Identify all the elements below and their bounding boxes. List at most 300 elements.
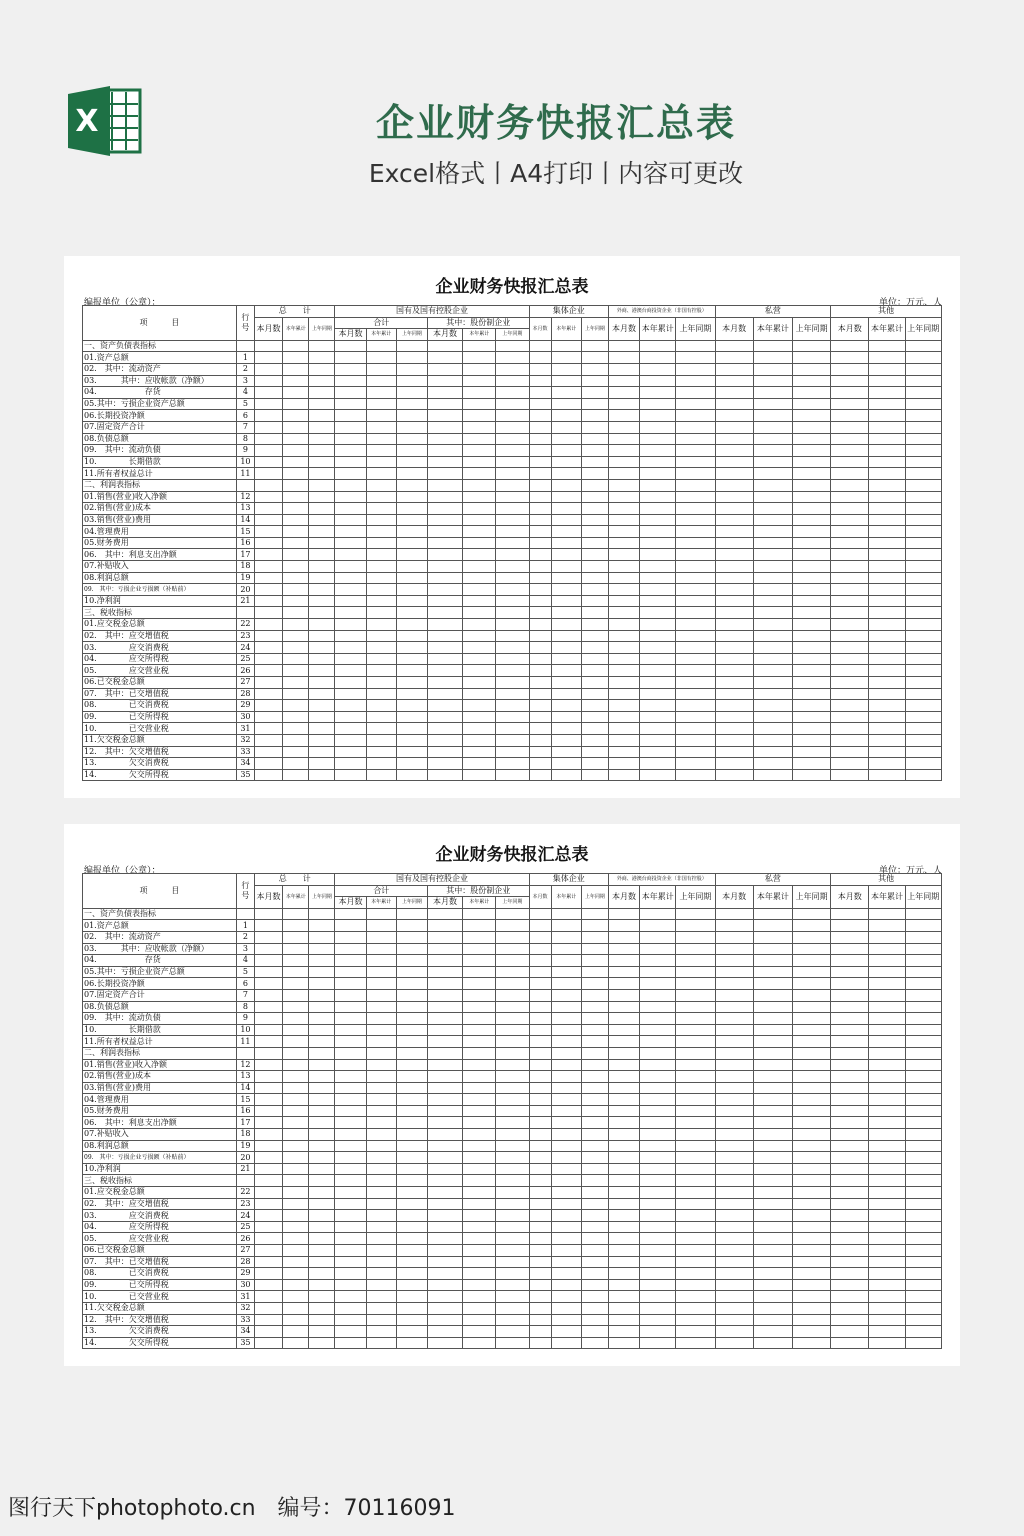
data-cell[interactable] <box>335 549 366 561</box>
data-cell[interactable] <box>496 1279 529 1291</box>
data-cell[interactable] <box>309 769 335 781</box>
data-cell[interactable] <box>309 989 335 1001</box>
data-cell[interactable] <box>366 1233 396 1245</box>
data-cell[interactable] <box>551 1210 581 1222</box>
data-cell[interactable] <box>254 642 282 654</box>
data-cell[interactable] <box>335 410 366 422</box>
data-cell[interactable] <box>753 642 792 654</box>
data-cell[interactable] <box>792 758 830 770</box>
data-cell[interactable] <box>831 1140 869 1152</box>
data-cell[interactable] <box>463 1175 496 1187</box>
data-cell[interactable] <box>427 584 462 596</box>
data-cell[interactable] <box>254 966 282 978</box>
data-cell[interactable] <box>366 468 396 480</box>
data-cell[interactable] <box>715 1140 753 1152</box>
data-cell[interactable] <box>715 1117 753 1129</box>
data-cell[interactable] <box>792 769 830 781</box>
data-cell[interactable] <box>715 445 753 457</box>
data-cell[interactable] <box>254 700 282 712</box>
data-cell[interactable] <box>396 1326 427 1338</box>
data-cell[interactable] <box>551 653 581 665</box>
data-cell[interactable] <box>463 491 496 503</box>
data-cell[interactable] <box>792 1291 830 1303</box>
data-cell[interactable] <box>254 769 282 781</box>
data-cell[interactable] <box>608 769 639 781</box>
data-cell[interactable] <box>283 688 309 700</box>
data-cell[interactable] <box>463 1140 496 1152</box>
data-cell[interactable] <box>608 1117 639 1129</box>
data-cell[interactable] <box>608 746 639 758</box>
data-cell[interactable] <box>529 595 551 607</box>
data-cell[interactable] <box>869 1337 905 1349</box>
data-cell[interactable] <box>676 549 715 561</box>
data-cell[interactable] <box>640 1326 676 1338</box>
data-cell[interactable] <box>529 746 551 758</box>
data-cell[interactable] <box>496 363 529 375</box>
data-cell[interactable] <box>753 734 792 746</box>
data-cell[interactable] <box>715 700 753 712</box>
data-cell[interactable] <box>283 1326 309 1338</box>
data-cell[interactable] <box>753 630 792 642</box>
data-cell[interactable] <box>309 1268 335 1280</box>
data-cell[interactable] <box>792 1013 830 1025</box>
data-cell[interactable] <box>753 1326 792 1338</box>
data-cell[interactable] <box>869 734 905 746</box>
data-cell[interactable] <box>905 549 941 561</box>
data-cell[interactable] <box>753 665 792 677</box>
data-cell[interactable] <box>529 433 551 445</box>
data-cell[interactable] <box>335 723 366 735</box>
data-cell[interactable] <box>529 340 551 352</box>
data-cell[interactable] <box>676 989 715 1001</box>
data-cell[interactable] <box>551 479 581 491</box>
data-cell[interactable] <box>335 931 366 943</box>
data-cell[interactable] <box>427 398 462 410</box>
data-cell[interactable] <box>581 537 608 549</box>
data-cell[interactable] <box>715 1256 753 1268</box>
data-cell[interactable] <box>396 537 427 549</box>
data-cell[interactable] <box>831 1013 869 1025</box>
data-cell[interactable] <box>753 1302 792 1314</box>
data-cell[interactable] <box>335 978 366 990</box>
data-cell[interactable] <box>905 943 941 955</box>
data-cell[interactable] <box>676 769 715 781</box>
data-cell[interactable] <box>869 1256 905 1268</box>
data-cell[interactable] <box>254 1105 282 1117</box>
data-cell[interactable] <box>366 1071 396 1083</box>
data-cell[interactable] <box>427 1175 462 1187</box>
data-cell[interactable] <box>463 943 496 955</box>
data-cell[interactable] <box>496 375 529 387</box>
data-cell[interactable] <box>496 1233 529 1245</box>
data-cell[interactable] <box>463 1024 496 1036</box>
data-cell[interactable] <box>427 595 462 607</box>
data-cell[interactable] <box>309 931 335 943</box>
data-cell[interactable] <box>427 677 462 689</box>
data-cell[interactable] <box>529 630 551 642</box>
data-cell[interactable] <box>463 514 496 526</box>
data-cell[interactable] <box>581 363 608 375</box>
data-cell[interactable] <box>905 1105 941 1117</box>
data-cell[interactable] <box>427 1268 462 1280</box>
data-cell[interactable] <box>753 943 792 955</box>
data-cell[interactable] <box>529 1221 551 1233</box>
data-cell[interactable] <box>905 677 941 689</box>
data-cell[interactable] <box>254 1163 282 1175</box>
data-cell[interactable] <box>551 723 581 735</box>
data-cell[interactable] <box>581 584 608 596</box>
data-cell[interactable] <box>551 1337 581 1349</box>
data-cell[interactable] <box>753 456 792 468</box>
data-cell[interactable] <box>309 1326 335 1338</box>
data-cell[interactable] <box>581 1210 608 1222</box>
data-cell[interactable] <box>427 1198 462 1210</box>
data-cell[interactable] <box>335 1221 366 1233</box>
data-cell[interactable] <box>335 1233 366 1245</box>
data-cell[interactable] <box>792 537 830 549</box>
data-cell[interactable] <box>335 375 366 387</box>
data-cell[interactable] <box>608 537 639 549</box>
data-cell[interactable] <box>640 1198 676 1210</box>
data-cell[interactable] <box>427 1036 462 1048</box>
data-cell[interactable] <box>283 955 309 967</box>
data-cell[interactable] <box>792 410 830 422</box>
data-cell[interactable] <box>529 734 551 746</box>
data-cell[interactable] <box>792 491 830 503</box>
data-cell[interactable] <box>792 955 830 967</box>
data-cell[interactable] <box>869 1117 905 1129</box>
data-cell[interactable] <box>608 619 639 631</box>
data-cell[interactable] <box>831 1059 869 1071</box>
data-cell[interactable] <box>463 363 496 375</box>
data-cell[interactable] <box>254 433 282 445</box>
data-cell[interactable] <box>551 688 581 700</box>
data-cell[interactable] <box>283 1036 309 1048</box>
data-cell[interactable] <box>792 943 830 955</box>
data-cell[interactable] <box>366 966 396 978</box>
data-cell[interactable] <box>608 688 639 700</box>
data-cell[interactable] <box>905 468 941 480</box>
data-cell[interactable] <box>640 584 676 596</box>
data-cell[interactable] <box>551 433 581 445</box>
data-cell[interactable] <box>640 1268 676 1280</box>
data-cell[interactable] <box>792 746 830 758</box>
data-cell[interactable] <box>396 1210 427 1222</box>
data-cell[interactable] <box>676 572 715 584</box>
data-cell[interactable] <box>753 1117 792 1129</box>
data-cell[interactable] <box>715 387 753 399</box>
data-cell[interactable] <box>640 746 676 758</box>
data-cell[interactable] <box>427 514 462 526</box>
data-cell[interactable] <box>551 375 581 387</box>
data-cell[interactable] <box>792 619 830 631</box>
data-cell[interactable] <box>715 630 753 642</box>
data-cell[interactable] <box>608 642 639 654</box>
data-cell[interactable] <box>366 653 396 665</box>
data-cell[interactable] <box>753 433 792 445</box>
data-cell[interactable] <box>581 758 608 770</box>
data-cell[interactable] <box>396 561 427 573</box>
data-cell[interactable] <box>792 1071 830 1083</box>
data-cell[interactable] <box>496 572 529 584</box>
data-cell[interactable] <box>463 642 496 654</box>
data-cell[interactable] <box>427 653 462 665</box>
data-cell[interactable] <box>463 653 496 665</box>
data-cell[interactable] <box>715 595 753 607</box>
data-cell[interactable] <box>753 549 792 561</box>
data-cell[interactable] <box>905 1140 941 1152</box>
data-cell[interactable] <box>427 711 462 723</box>
data-cell[interactable] <box>496 1082 529 1094</box>
data-cell[interactable] <box>254 1268 282 1280</box>
data-cell[interactable] <box>366 665 396 677</box>
data-cell[interactable] <box>396 1198 427 1210</box>
data-cell[interactable] <box>640 955 676 967</box>
data-cell[interactable] <box>792 642 830 654</box>
data-cell[interactable] <box>869 572 905 584</box>
data-cell[interactable] <box>496 966 529 978</box>
data-cell[interactable] <box>283 619 309 631</box>
data-cell[interactable] <box>283 1187 309 1199</box>
data-cell[interactable] <box>640 1013 676 1025</box>
data-cell[interactable] <box>640 468 676 480</box>
data-cell[interactable] <box>905 1175 941 1187</box>
data-cell[interactable] <box>905 630 941 642</box>
data-cell[interactable] <box>581 630 608 642</box>
data-cell[interactable] <box>335 363 366 375</box>
data-cell[interactable] <box>753 1152 792 1164</box>
data-cell[interactable] <box>640 978 676 990</box>
data-cell[interactable] <box>640 340 676 352</box>
data-cell[interactable] <box>283 1152 309 1164</box>
data-cell[interactable] <box>309 387 335 399</box>
data-cell[interactable] <box>496 387 529 399</box>
data-cell[interactable] <box>283 769 309 781</box>
data-cell[interactable] <box>427 375 462 387</box>
data-cell[interactable] <box>869 537 905 549</box>
data-cell[interactable] <box>396 908 427 920</box>
data-cell[interactable] <box>254 653 282 665</box>
data-cell[interactable] <box>831 479 869 491</box>
data-cell[interactable] <box>309 966 335 978</box>
data-cell[interactable] <box>640 1221 676 1233</box>
data-cell[interactable] <box>309 595 335 607</box>
data-cell[interactable] <box>608 920 639 932</box>
data-cell[interactable] <box>529 989 551 1001</box>
data-cell[interactable] <box>715 989 753 1001</box>
data-cell[interactable] <box>831 758 869 770</box>
data-cell[interactable] <box>640 1163 676 1175</box>
data-cell[interactable] <box>640 1036 676 1048</box>
data-cell[interactable] <box>581 978 608 990</box>
data-cell[interactable] <box>551 1221 581 1233</box>
data-cell[interactable] <box>581 526 608 538</box>
data-cell[interactable] <box>608 1094 639 1106</box>
data-cell[interactable] <box>581 989 608 1001</box>
data-cell[interactable] <box>309 514 335 526</box>
data-cell[interactable] <box>581 931 608 943</box>
data-cell[interactable] <box>366 746 396 758</box>
data-cell[interactable] <box>254 375 282 387</box>
data-cell[interactable] <box>396 1233 427 1245</box>
data-cell[interactable] <box>581 1047 608 1059</box>
data-cell[interactable] <box>366 503 396 515</box>
data-cell[interactable] <box>753 1105 792 1117</box>
data-cell[interactable] <box>335 966 366 978</box>
data-cell[interactable] <box>753 468 792 480</box>
data-cell[interactable] <box>905 1233 941 1245</box>
data-cell[interactable] <box>366 1245 396 1257</box>
data-cell[interactable] <box>608 1175 639 1187</box>
data-cell[interactable] <box>551 630 581 642</box>
data-cell[interactable] <box>715 491 753 503</box>
data-cell[interactable] <box>335 468 366 480</box>
data-cell[interactable] <box>676 375 715 387</box>
data-cell[interactable] <box>335 1059 366 1071</box>
data-cell[interactable] <box>608 677 639 689</box>
data-cell[interactable] <box>581 1175 608 1187</box>
data-cell[interactable] <box>335 1291 366 1303</box>
data-cell[interactable] <box>396 375 427 387</box>
data-cell[interactable] <box>676 943 715 955</box>
data-cell[interactable] <box>869 468 905 480</box>
data-cell[interactable] <box>496 398 529 410</box>
data-cell[interactable] <box>715 619 753 631</box>
data-cell[interactable] <box>640 1059 676 1071</box>
data-cell[interactable] <box>496 1326 529 1338</box>
data-cell[interactable] <box>869 514 905 526</box>
data-cell[interactable] <box>551 537 581 549</box>
data-cell[interactable] <box>309 711 335 723</box>
data-cell[interactable] <box>869 1187 905 1199</box>
data-cell[interactable] <box>463 989 496 1001</box>
data-cell[interactable] <box>869 1105 905 1117</box>
data-cell[interactable] <box>581 1082 608 1094</box>
data-cell[interactable] <box>309 352 335 364</box>
data-cell[interactable] <box>869 410 905 422</box>
data-cell[interactable] <box>309 1129 335 1141</box>
data-cell[interactable] <box>753 1082 792 1094</box>
data-cell[interactable] <box>396 1001 427 1013</box>
data-cell[interactable] <box>608 352 639 364</box>
data-cell[interactable] <box>463 1163 496 1175</box>
data-cell[interactable] <box>715 1221 753 1233</box>
data-cell[interactable] <box>581 653 608 665</box>
data-cell[interactable] <box>309 1337 335 1349</box>
data-cell[interactable] <box>869 677 905 689</box>
data-cell[interactable] <box>676 1059 715 1071</box>
data-cell[interactable] <box>676 723 715 735</box>
data-cell[interactable] <box>581 1314 608 1326</box>
data-cell[interactable] <box>869 456 905 468</box>
data-cell[interactable] <box>676 340 715 352</box>
data-cell[interactable] <box>831 410 869 422</box>
data-cell[interactable] <box>831 989 869 1001</box>
data-cell[interactable] <box>869 955 905 967</box>
data-cell[interactable] <box>309 549 335 561</box>
data-cell[interactable] <box>254 514 282 526</box>
data-cell[interactable] <box>676 1175 715 1187</box>
data-cell[interactable] <box>551 572 581 584</box>
data-cell[interactable] <box>792 1279 830 1291</box>
data-cell[interactable] <box>608 1140 639 1152</box>
data-cell[interactable] <box>608 978 639 990</box>
data-cell[interactable] <box>831 908 869 920</box>
data-cell[interactable] <box>254 607 282 619</box>
data-cell[interactable] <box>640 445 676 457</box>
data-cell[interactable] <box>905 1268 941 1280</box>
data-cell[interactable] <box>753 955 792 967</box>
data-cell[interactable] <box>640 1175 676 1187</box>
data-cell[interactable] <box>869 1140 905 1152</box>
data-cell[interactable] <box>396 421 427 433</box>
data-cell[interactable] <box>551 1117 581 1129</box>
data-cell[interactable] <box>608 387 639 399</box>
data-cell[interactable] <box>608 1314 639 1326</box>
data-cell[interactable] <box>551 642 581 654</box>
data-cell[interactable] <box>715 421 753 433</box>
data-cell[interactable] <box>283 607 309 619</box>
data-cell[interactable] <box>366 1036 396 1048</box>
data-cell[interactable] <box>309 1302 335 1314</box>
data-cell[interactable] <box>715 549 753 561</box>
data-cell[interactable] <box>254 1047 282 1059</box>
data-cell[interactable] <box>463 1210 496 1222</box>
data-cell[interactable] <box>608 607 639 619</box>
data-cell[interactable] <box>905 1337 941 1349</box>
data-cell[interactable] <box>581 711 608 723</box>
data-cell[interactable] <box>427 607 462 619</box>
data-cell[interactable] <box>396 955 427 967</box>
data-cell[interactable] <box>366 1013 396 1025</box>
data-cell[interactable] <box>283 642 309 654</box>
data-cell[interactable] <box>335 700 366 712</box>
data-cell[interactable] <box>283 595 309 607</box>
data-cell[interactable] <box>905 1210 941 1222</box>
data-cell[interactable] <box>792 468 830 480</box>
data-cell[interactable] <box>283 723 309 735</box>
data-cell[interactable] <box>396 491 427 503</box>
data-cell[interactable] <box>396 526 427 538</box>
data-cell[interactable] <box>396 1117 427 1129</box>
data-cell[interactable] <box>283 734 309 746</box>
data-cell[interactable] <box>869 479 905 491</box>
data-cell[interactable] <box>676 1001 715 1013</box>
data-cell[interactable] <box>427 758 462 770</box>
data-cell[interactable] <box>254 1233 282 1245</box>
data-cell[interactable] <box>283 665 309 677</box>
data-cell[interactable] <box>551 584 581 596</box>
data-cell[interactable] <box>396 642 427 654</box>
data-cell[interactable] <box>283 503 309 515</box>
data-cell[interactable] <box>283 491 309 503</box>
data-cell[interactable] <box>309 908 335 920</box>
data-cell[interactable] <box>753 1129 792 1141</box>
data-cell[interactable] <box>335 1071 366 1083</box>
data-cell[interactable] <box>608 1221 639 1233</box>
data-cell[interactable] <box>581 375 608 387</box>
data-cell[interactable] <box>831 978 869 990</box>
data-cell[interactable] <box>581 468 608 480</box>
data-cell[interactable] <box>335 1326 366 1338</box>
data-cell[interactable] <box>753 1210 792 1222</box>
data-cell[interactable] <box>551 1268 581 1280</box>
data-cell[interactable] <box>869 549 905 561</box>
data-cell[interactable] <box>529 410 551 422</box>
data-cell[interactable] <box>831 514 869 526</box>
data-cell[interactable] <box>869 943 905 955</box>
data-cell[interactable] <box>427 1013 462 1025</box>
